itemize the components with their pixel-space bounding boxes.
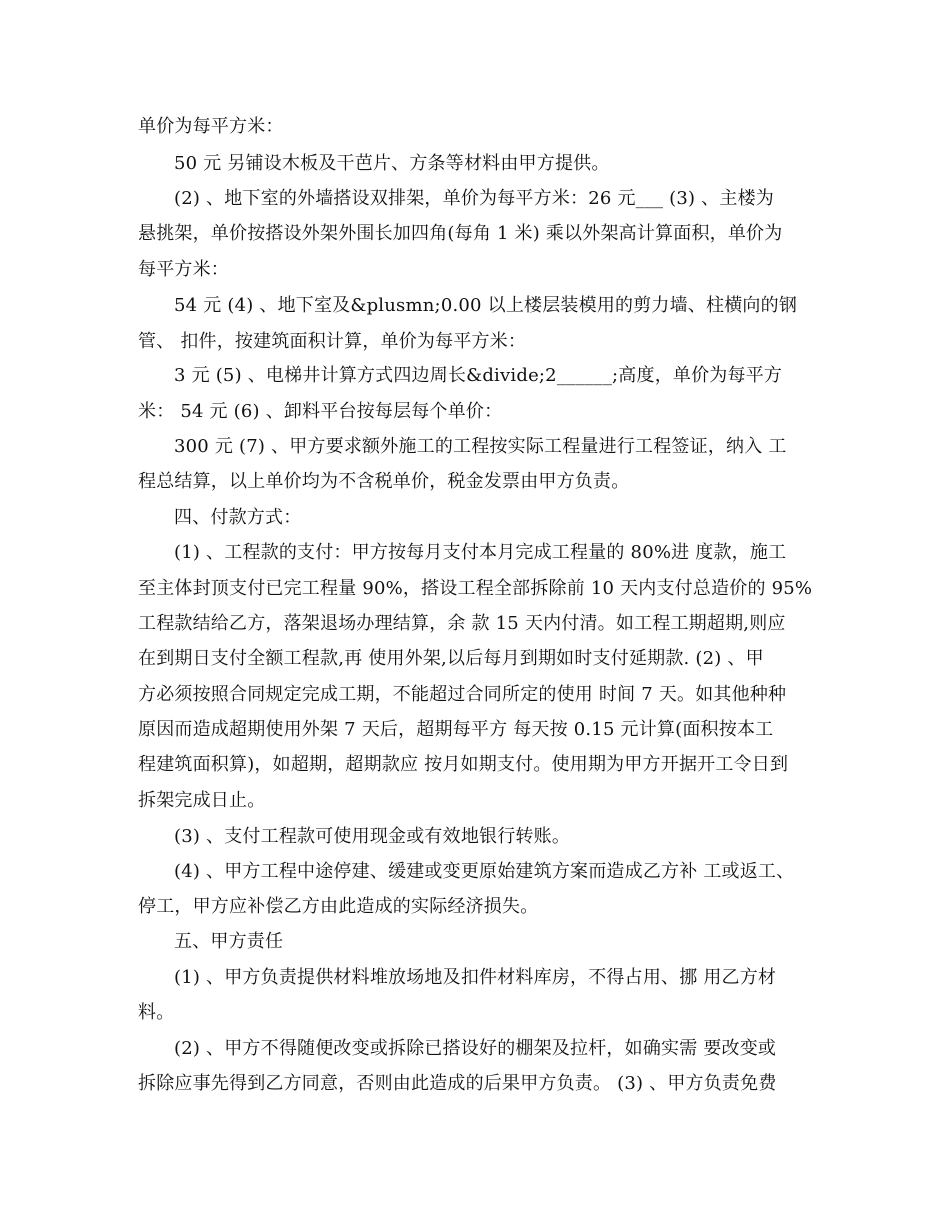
text-line: 工程款结给乙方，落架退场办理结算，余 款 15 天内付清。如工程工期超期,则应 <box>138 613 786 634</box>
text-line: 3 元 (5) 、电梯井计算方式四边周长&divide;2______;高度，单价为每平方 <box>174 365 783 386</box>
text-line: 悬挑架，单价按搭设外架外围长加四角(每角 1 米) 乘以外架高计算面积，单价为 <box>138 223 783 244</box>
text-line: 单价为每平方米： <box>138 116 284 137</box>
text-line: 料。 <box>138 1002 175 1023</box>
text-line: 在到期日支付全额工程款,再 使用外架,以后每月到期如时支付延期款. (2) 、甲 <box>138 648 764 669</box>
text-line: (3) 、支付工程款可使用现金或有效地银行转账。 <box>174 826 571 847</box>
text-line: 拆除应事先得到乙方同意，否则由此造成的后果甲方负责。 (3) 、甲方负责免费 <box>138 1073 777 1094</box>
text-line: 方必须按照合同规定完成工期，不能超过合同所定的使用 时间 7 天。如其他种种 <box>138 684 787 705</box>
text-line: 管、 扣件，按建筑面积计算，单价为每平方米： <box>138 331 527 352</box>
text-line: (2) 、甲方不得随便改变或拆除已搭设好的棚架及拉杆，如确实需 要改变或 <box>174 1038 777 1059</box>
text-line: 54 元 (4) 、地下室及&plusmn;0.00 以上楼层装模用的剪力墙、柱横向的钢 <box>174 295 798 316</box>
text-line: 拆架完成日止。 <box>138 790 266 811</box>
text-line: 300 元 (7) 、甲方要求额外施工的工程按实际工程量进行工程签证，纳入 工 <box>174 436 787 457</box>
text-line: (4) 、甲方工程中途停建、缓建或变更原始建筑方案而造成乙方补 工或返工、 <box>174 861 795 882</box>
text-line: (2) 、地下室的外墙搭设双排架，单价为每平方米：26 元___ (3) 、主楼为 <box>174 188 774 209</box>
text-line: 原因而造成超期使用外架 7 天后，超期每平方 每天按 0.15 元计算(面积按本工 <box>138 719 774 740</box>
section-heading: 五、甲方责任 <box>174 931 284 952</box>
text-line: 程总结算，以上单价均为不含税单价，税金发票由甲方负责。 <box>138 471 630 492</box>
text-line: 程建筑面积算)，如超期，超期款应 按月如期支付。使用期为甲方开据开工令日到 <box>138 754 789 775</box>
text-line: (1) 、甲方负责提供材料堆放场地及扣件材料库房，不得占用、挪 用乙方材 <box>174 967 777 988</box>
text-line: 50 元 另铺设木板及干芭片、方条等材料由甲方提供。 <box>174 153 610 174</box>
section-heading: 四、付款方式： <box>174 507 302 528</box>
text-line: 停工，甲方应补偿乙方由此造成的实际经济损失。 <box>138 896 539 917</box>
text-line: 至主体封顶支付已完工程量 90%，搭设工程全部拆除前 10 天内支付总造价的 95% <box>138 578 813 599</box>
text-line: 每平方米： <box>138 259 229 280</box>
text-line: (1) 、工程款的支付：甲方按每月支付本月完成工程量的 80%进 度款，施工 <box>174 542 787 563</box>
text-line: 米： 54 元 (6) 、卸料平台按每层每个单价： <box>138 401 503 422</box>
